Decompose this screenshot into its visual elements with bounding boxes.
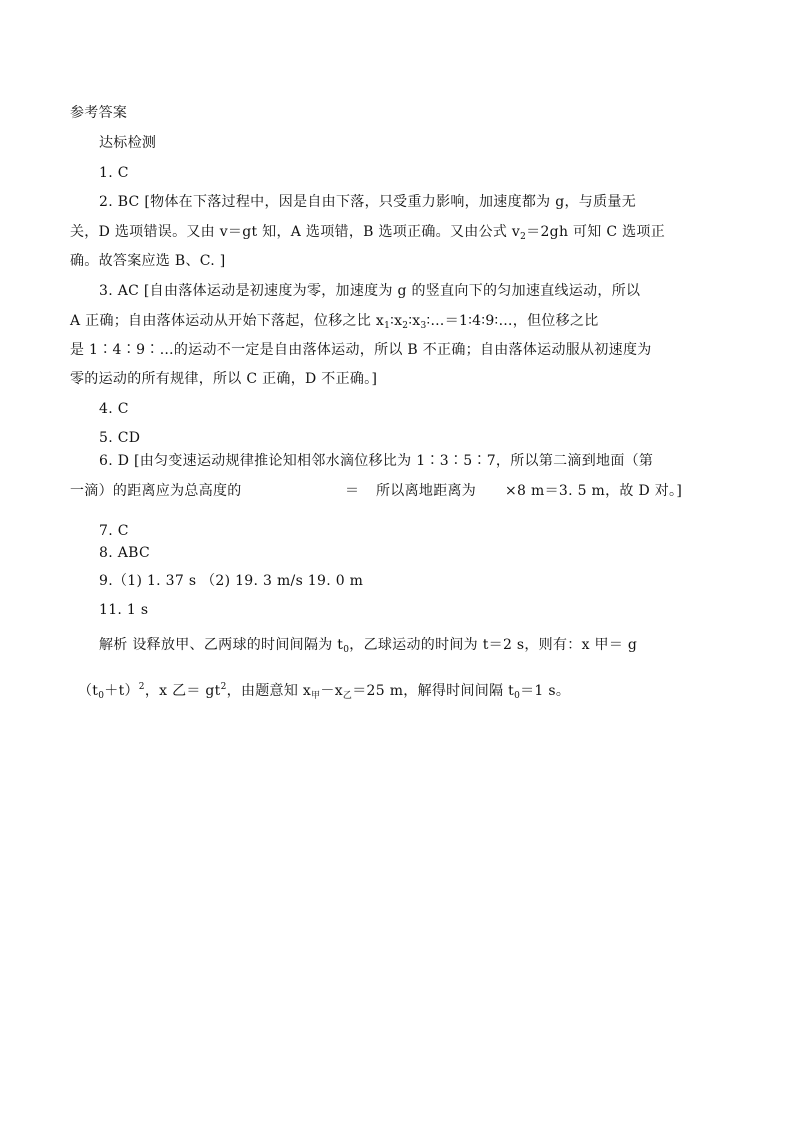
answer-6-line-2a: 一滴）的距离应为总高度的 [70,483,242,499]
answer-8: 8. ABC [99,545,150,561]
analysis-line-2: $(t_0+t)^2$，x 乙＝ $gt^2$，由题意知 $x_甲-x_乙=25$ m，解得时间间隔 $t_0=1$ s。 [78,682,571,701]
answer-3-line-2: A 正确；自由落体运动从开始下落起，位移之比 $x_1∶x_2∶x_3∶\dots=1∶4∶9∶\dots$，但位移之比 [70,313,599,331]
answer-3-line-1: 3. AC [自由落体运动是初速度为零，加速度为 g 的竖直向下的匀加速直线运动，所以 [99,283,641,299]
answer-6-line-2b: ＝ [345,483,360,499]
answer-heading: 参考答案 [70,105,128,121]
answer-11: 11. 1 s [99,602,149,618]
answer-3-line-4: 零的运动的所有规律，所以 C 正确，D 不正确。] [70,371,378,387]
answer-7: 7. C [99,523,129,539]
answer-2-line-2: 关，D 选项错误。又由 v＝gt 知，A 选项错，B 选项正确。又由公式 $v_2=2gh$ 可知 C 选项正 [70,224,666,242]
answer-2-line-3: 确。故答案应选 B、C. ] [70,253,226,269]
section-title: 达标检测 [99,135,157,151]
answer-6-line-2c: 所以离地距离为 [376,483,477,499]
answer-5: 5. CD [99,430,141,446]
answer-1: 1. C [99,165,129,181]
answer-9: 9.（1) 1. 37 s （2) 19. 3 m/s 19. 0 m [99,573,364,589]
analysis-line-1: 解析 设释放甲、乙两球的时间间隔为 $t_0$，乙球运动的时间为 t＝2 s，则有：x 甲＝ g [99,637,638,655]
answer-3-line-3: 是 1∶4∶9∶…的运动不一定是自由落体运动，所以 B 不正确；自由落体运动服从初速度为 [70,342,652,358]
answer-6-line-1: 6. D [由匀变速运动规律推论知相邻水滴位移比为 1∶3∶5∶7，所以第二滴到地面（第 [99,453,654,469]
answer-6-line-2d: ×8 m＝3. 5 m，故 D 对。] [505,483,683,499]
answer-4: 4. C [99,401,129,417]
answer-2-line-1: 2. BC [物体在下落过程中，因是自由下落，只受重力影响，加速度都为 g，与质量无 [99,194,636,210]
